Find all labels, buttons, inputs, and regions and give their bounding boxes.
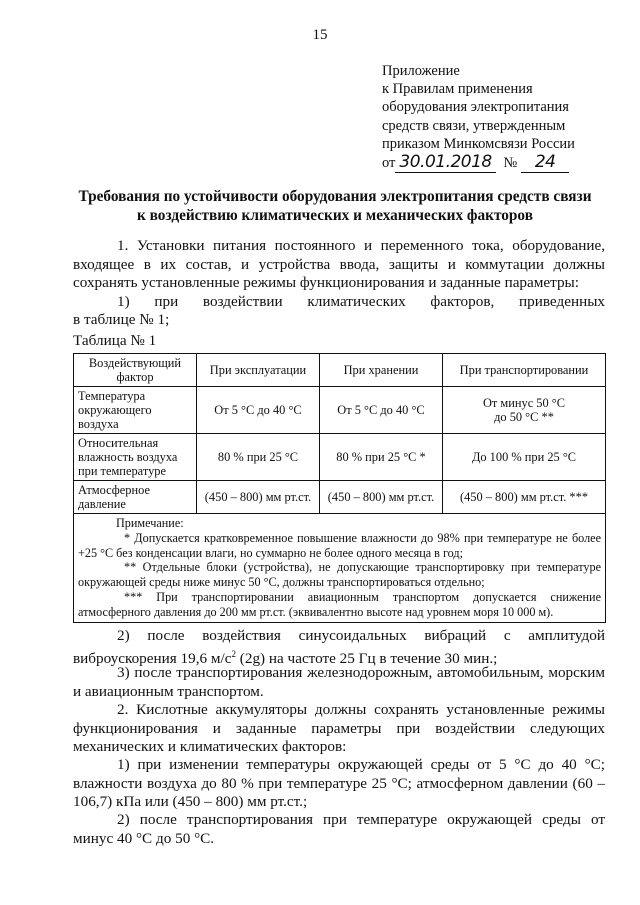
note-label: Примечание: <box>116 516 184 530</box>
note-1 <box>78 531 601 561</box>
note-1-text: * Допускается кратковременное повышение влажности до 98% при температуре не более +25 °С без конденсации влаги, но суммарно не более одного месяца в год; <box>78 530 601 560</box>
appendix-line-4: средств связи, утвержденным <box>382 117 566 134</box>
paragraph-1-1-text: 1) при воздействии климатических факторов, приведенных <box>117 293 605 310</box>
transport-temp-line-1: От минус 50 °С <box>482 396 566 410</box>
table-caption: Таблица № 1 <box>73 332 157 349</box>
paragraph-3-text: 3) после транспортирования железнодорожным, автомобильным, морским и авиационным транспортом. <box>73 664 605 700</box>
paragraph-2-cont-post: (2g) на частоте 25 Гц в течение 30 мин.; <box>236 650 498 668</box>
note-2 <box>78 560 601 590</box>
paragraph-1-text: 1. Установки питания постоянного и переменного тока, оборудование, входящее в их состав, и устройства ввода, защиты и коммутации должны сохранять установленные режимы функционирования и заданные параметры: <box>73 237 605 292</box>
date-prefix: от <box>382 155 396 172</box>
paragraph-3 <box>73 664 605 701</box>
table-row-temperature <box>74 387 606 434</box>
paragraph-5-text: 1) при изменении температуры окружающей среды от 5 °С до 40 °С; влажности воздуха до 80 % при температуре 25 °С; атмосферном давлении (60 – 106,7) кПа или (450 – 800) мм рт.ст.; <box>73 756 605 811</box>
paragraph-5 <box>73 756 605 812</box>
appendix-block <box>382 62 622 172</box>
header-storage: При хранении <box>320 354 443 387</box>
row-humidity-transport: До 100 % при 25 °С <box>443 434 606 481</box>
appendix-line-3: оборудования электропитания <box>382 99 569 116</box>
appendix-line-5: приказом Минкомсвязи России <box>382 135 575 152</box>
transport-temp-line-2: до 50 °С ** <box>494 410 554 424</box>
table-row-pressure <box>74 481 606 514</box>
paragraph-6 <box>73 811 605 848</box>
row-temperature-factor: Температура окружающего воздуха <box>74 387 197 434</box>
note-3-text: *** При транспортировании авиационным транспортом допускается снижение атмосферного давления до 200 мм рт.ст. (эквивалентно высоте над уровнем моря 10 000 м). <box>78 589 601 619</box>
appendix-line-2: к Правилам применения <box>382 81 533 98</box>
row-temperature-transport <box>443 387 606 434</box>
title-line-1: Требования по устойчивости оборудования электропитания средств связи <box>78 188 592 205</box>
order-date-line <box>382 153 622 172</box>
row-pressure-operation: (450 – 800) мм рт.ст. <box>197 481 320 514</box>
document-title <box>70 187 600 225</box>
page-number: 15 <box>312 27 328 43</box>
row-pressure-transport: (450 – 800) мм рт.ст. *** <box>443 481 606 514</box>
note-3 <box>78 590 601 620</box>
row-pressure-storage: (450 – 800) мм рт.ст. <box>320 481 443 514</box>
paragraph-2-text: 2) после воздействия синусоидальных вибраций с амплитудой <box>117 627 605 644</box>
row-humidity-factor: Относительная влажность воздуха при температуре <box>74 434 197 481</box>
paragraph-6-text: 2) после транспортирования при температуре окружающей среды от минус 40 °С до 50 °С. <box>73 811 605 847</box>
superscript-2: 2 <box>231 649 236 659</box>
climate-factors-table <box>73 353 606 623</box>
paragraph-2-cont-pre: виброускорения 19,6 м/с <box>73 650 232 668</box>
header-factor: Воздействующий фактор <box>74 354 197 387</box>
note-2-text: ** Отдельные блоки (устройства), не допускающие транспортировку при температуре окружающей среды ниже минус 50 °С, должны транспортироваться отдельно; <box>78 560 601 590</box>
paragraph-2 <box>73 627 605 646</box>
paragraph-4 <box>73 701 605 757</box>
table-header-row <box>74 354 606 387</box>
table-row-humidity <box>74 434 606 481</box>
paragraph-1 <box>73 237 605 293</box>
appendix-line-1: Приложение <box>382 63 460 79</box>
row-temperature-operation: От 5 °С до 40 °С <box>197 387 320 434</box>
paragraph-4-text: 2. Кислотные аккумуляторы должны сохранять установленные режимы функционирования и заданные параметры при воздействии следующих механических и климатических факторов: <box>73 701 605 756</box>
header-transport: При транспортировании <box>443 354 606 387</box>
number-prefix: № <box>503 155 518 172</box>
row-humidity-operation: 80 % при 25 °С <box>197 434 320 481</box>
paragraph-1-1-cont: в таблице № 1; <box>73 311 170 328</box>
table-note <box>74 514 606 623</box>
order-number-handwritten: 24 <box>521 152 570 173</box>
row-pressure-factor: Атмосферное давление <box>74 481 197 514</box>
title-line-2: к воздействию климатических и механических факторов <box>137 207 533 224</box>
row-humidity-storage: 80 % при 25 °С * <box>320 434 443 481</box>
header-operation: При эксплуатации <box>197 354 320 387</box>
row-temperature-storage: От 5 °С до 40 °С <box>320 387 443 434</box>
table-note-row <box>74 514 606 623</box>
paragraph-1-1 <box>73 293 605 312</box>
order-date-handwritten: 30.01.2018 <box>395 152 495 173</box>
